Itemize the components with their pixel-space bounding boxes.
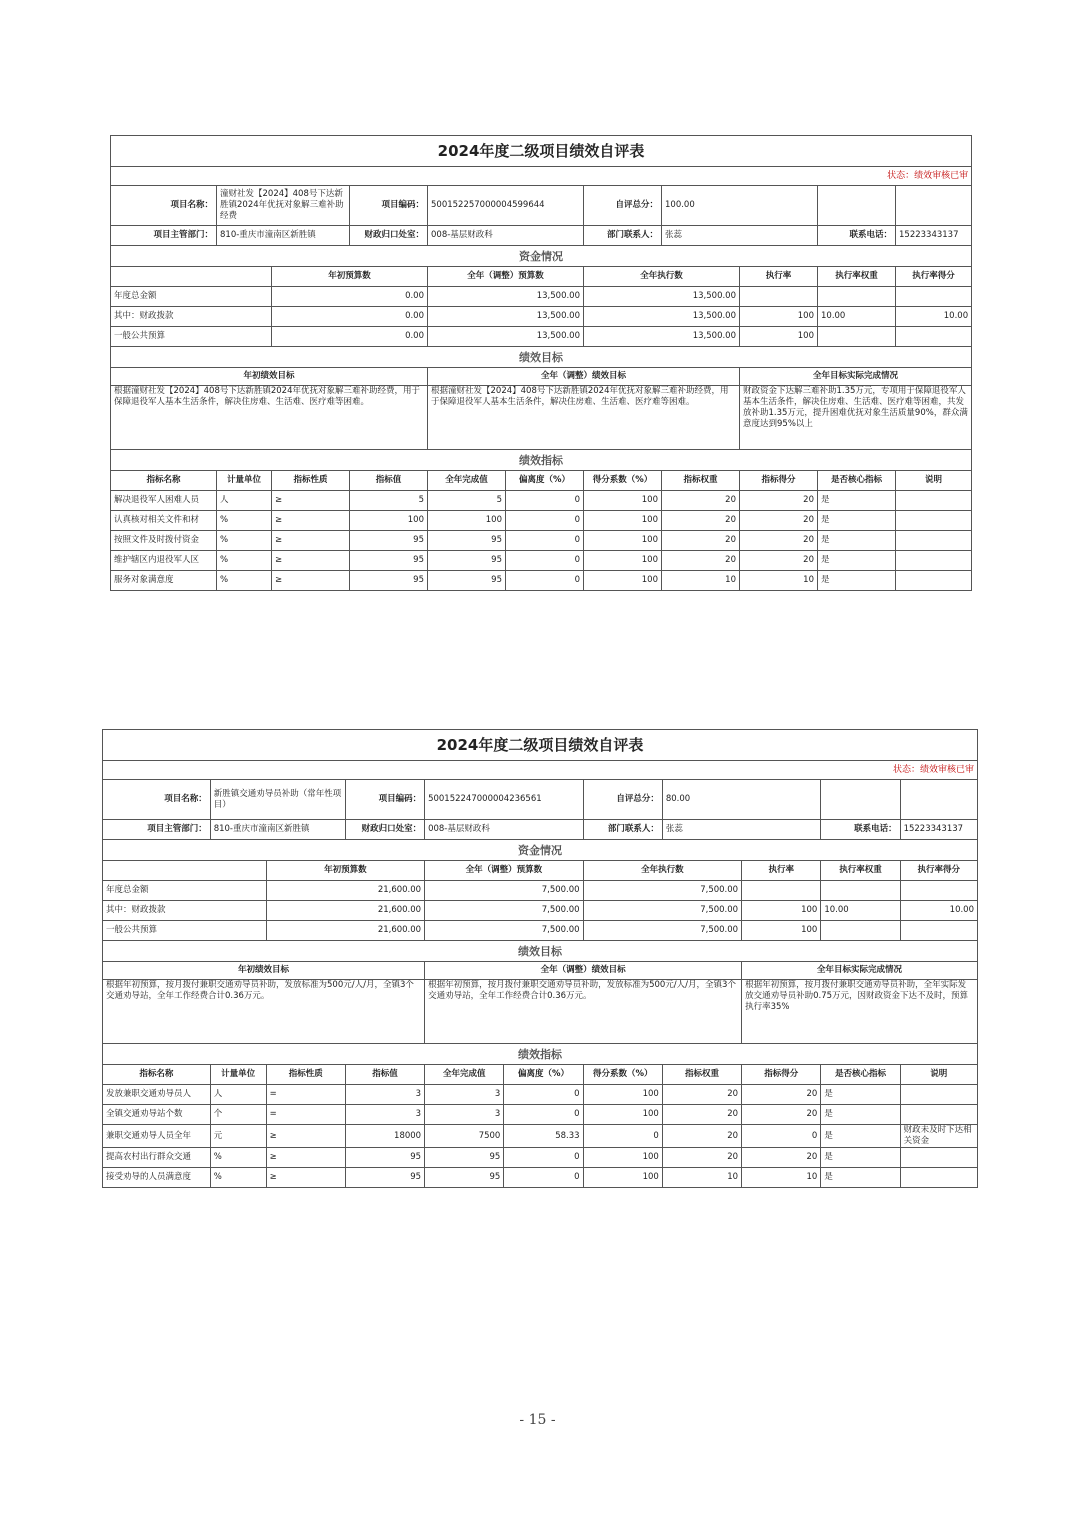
indicator-note [900,1105,977,1125]
indicator-coefficient: 100 [584,571,662,591]
indicator-unit: % [217,531,272,551]
indicator-target: 95 [350,551,428,571]
indicator-target: 95 [345,1168,424,1188]
performance-form [102,729,978,1188]
indicator-actual: 95 [425,1148,504,1168]
funds-rate: 100 [742,921,821,941]
indicator-score: 0 [742,1125,821,1148]
indicator-header: 指标得分 [740,471,818,491]
indicator-deviation: 0 [506,571,584,591]
goal-header: 年初绩效目标 [103,962,425,980]
indicator-weight: 10 [662,571,740,591]
indicator-weight: 20 [662,531,740,551]
indicator-actual: 3 [425,1105,504,1125]
funds-row-name: 其中：财政拨款 [103,901,267,921]
goal-header: 全年目标实际完成情况 [740,368,972,386]
indicator-core: 是 [821,1125,900,1148]
funds-score [900,881,977,901]
goal-adjusted: 根据潼财社发【2024】408号下达新胜镇2024年优抚对象解三难补助经费，用于保障退役军人基本生活条件，解决住房难、生活难、医疗难等困难。 [428,386,740,450]
goal-initial: 根据年初预算，按月拨付兼职交通劝导员补助，发放标准为500元/人/月，全镇3个交通劝导站，全年工作经费合计0.36万元。 [103,980,425,1044]
indicator-deviation: 0 [506,491,584,511]
indicator-name: 兼职交通劝导人员全年 [103,1125,211,1148]
indicator-coefficient: 100 [583,1148,662,1168]
funds-executed: 13,500.00 [584,307,740,327]
funds-row-name: 其中：财政拨款 [111,307,272,327]
indicator-row [103,1168,978,1188]
indicator-header: 偏离度（%） [504,1065,583,1085]
funds-adjusted: 13,500.00 [428,327,584,347]
score-label: 自评总分： [583,780,662,820]
funds-row [103,901,978,921]
indicator-row [103,1105,978,1125]
indicator-score: 10 [742,1168,821,1188]
indicator-target: 3 [345,1085,424,1105]
funds-executed: 13,500.00 [584,287,740,307]
indicator-name: 服务对象满意度 [111,571,217,591]
indicator-note [900,1168,977,1188]
indicator-weight: 20 [662,1125,741,1148]
indicator-score: 20 [742,1085,821,1105]
form-title: 2024年度二级项目绩效自评表 [111,136,972,167]
funds-initial: 0.00 [272,287,428,307]
indicator-name: 认真核对相关文件和材 [111,511,217,531]
indicator-header: 指标名称 [111,471,217,491]
project-name-label: 项目名称： [111,186,217,226]
indicator-header: 指标值 [345,1065,424,1085]
indicator-coefficient: 100 [584,551,662,571]
indicator-nature: ≥ [266,1168,345,1188]
dept-label: 项目主管部门： [103,820,211,840]
funds-initial: 21,600.00 [266,901,425,921]
project-code-label: 项目编码： [350,186,428,226]
indicator-target: 3 [345,1105,424,1125]
project-name-value: 潼财社发【2024】408号下达新胜镇2024年优抚对象解三难补助经费 [217,186,350,226]
funds-adjusted: 13,500.00 [428,307,584,327]
indicator-score: 20 [740,491,818,511]
indicator-row [111,531,972,551]
indicator-header: 指标权重 [662,1065,741,1085]
funds-score [896,287,972,307]
indicator-target: 95 [350,571,428,591]
indicator-header: 指标性质 [266,1065,345,1085]
funds-initial: 21,600.00 [266,921,425,941]
indicator-core: 是 [818,491,896,511]
funds-row [111,327,972,347]
page-number: - 15 - [519,1412,556,1428]
funds-initial: 21,600.00 [266,881,425,901]
funds-adjusted: 7,500.00 [425,901,584,921]
finance-office-label: 财政归口处室： [350,226,428,246]
funds-adjusted: 13,500.00 [428,287,584,307]
indicator-actual: 95 [428,531,506,551]
funds-header: 全年（调整）预算数 [428,267,584,287]
indicator-name: 发放兼职交通劝导员人 [103,1085,211,1105]
funds-weight: 10.00 [821,901,900,921]
goal-actual: 根据年初预算，按月拨付兼职交通劝导员补助，全年实际发放交通劝导员补助0.75万元，因财政资金下达不及时，预算执行率35% [742,980,978,1044]
funds-row [103,921,978,941]
funds-rate [740,287,818,307]
funds-row-name: 一般公共预算 [103,921,267,941]
project-code-value: 500152247000004236561 [425,780,584,820]
funds-header: 全年（调整）预算数 [425,861,584,881]
indicator-coefficient: 100 [584,491,662,511]
indicator-header: 是否核心指标 [821,1065,900,1085]
indicator-header: 指标名称 [103,1065,211,1085]
indicator-weight: 20 [662,551,740,571]
indicator-header: 得分系数（%） [583,1065,662,1085]
form-sheet-1 [110,135,972,591]
funds-row [111,307,972,327]
section-indicators: 绩效指标 [111,450,972,471]
indicator-header: 指标得分 [742,1065,821,1085]
indicator-name: 全镇交通劝导站个数 [103,1105,211,1125]
indicator-target: 5 [350,491,428,511]
indicator-nature: = [266,1105,345,1125]
indicator-actual: 95 [428,551,506,571]
indicator-name: 按照文件及时拨付资金 [111,531,217,551]
indicator-row [103,1085,978,1105]
indicator-weight: 20 [662,511,740,531]
score-label: 自评总分： [584,186,662,226]
indicator-row [111,491,972,511]
indicator-unit: % [210,1168,266,1188]
project-code-label: 项目编码： [345,780,424,820]
indicator-header: 是否核心指标 [818,471,896,491]
phone-label: 联系电话： [818,226,896,246]
indicator-coefficient: 100 [583,1105,662,1125]
indicator-actual: 3 [425,1085,504,1105]
indicator-name: 接受劝导的人员满意度 [103,1168,211,1188]
indicator-nature: ≥ [272,511,350,531]
indicator-weight: 20 [662,1085,741,1105]
funds-header: 执行率得分 [900,861,977,881]
indicator-note [896,511,972,531]
score-value: 80.00 [662,780,821,820]
indicator-unit: % [217,551,272,571]
finance-office-label: 财政归口处室： [345,820,424,840]
indicator-header: 偏离度（%） [506,471,584,491]
funds-header: 年初预算数 [266,861,425,881]
indicator-nature: ≥ [272,551,350,571]
funds-weight [818,327,896,347]
funds-weight [821,881,900,901]
funds-weight: 10.00 [818,307,896,327]
project-name-value: 新胜镇交通劝导员补助（常年性项目） [210,780,345,820]
indicator-deviation: 0 [506,551,584,571]
indicator-core: 是 [821,1148,900,1168]
funds-initial: 0.00 [272,327,428,347]
dept-label: 项目主管部门： [111,226,217,246]
goal-initial: 根据潼财社发【2024】408号下达新胜镇2024年优抚对象解三难补助经费，用于保障退役军人基本生活条件，解决住房难、生活难、医疗难等困难。 [111,386,428,450]
funds-header: 执行率 [740,267,818,287]
funds-executed: 7,500.00 [583,921,742,941]
indicator-nature: ≥ [272,571,350,591]
funds-score [900,921,977,941]
indicator-row [111,571,972,591]
section-indicators: 绩效指标 [103,1044,978,1065]
goal-header: 全年目标实际完成情况 [742,962,978,980]
funds-row [111,287,972,307]
section-goals: 绩效目标 [103,941,978,962]
score-value: 100.00 [662,186,818,226]
finance-office-value: 008-基层财政科 [428,226,584,246]
indicator-nature: ≥ [272,491,350,511]
indicator-core: 是 [821,1168,900,1188]
indicator-coefficient: 0 [583,1125,662,1148]
indicator-name: 解决退役军人困难人员 [111,491,217,511]
indicator-row [111,511,972,531]
indicator-weight: 20 [662,1148,741,1168]
indicator-header: 说明 [900,1065,977,1085]
indicator-core: 是 [821,1085,900,1105]
funds-header: 执行率得分 [896,267,972,287]
funds-adjusted: 7,500.00 [425,921,584,941]
indicator-unit: 人 [217,491,272,511]
funds-rate [742,881,821,901]
goal-header: 年初绩效目标 [111,368,428,386]
project-code-value: 500152257000004599644 [428,186,584,226]
funds-row-name: 一般公共预算 [111,327,272,347]
dept-value: 810-重庆市潼南区新胜镇 [210,820,345,840]
funds-header: 全年执行数 [584,267,740,287]
indicator-deviation: 0 [504,1168,583,1188]
indicator-header: 说明 [896,471,972,491]
indicator-score: 20 [742,1148,821,1168]
funds-executed: 7,500.00 [583,901,742,921]
indicator-core: 是 [821,1105,900,1125]
indicator-row [103,1148,978,1168]
funds-header: 执行率 [742,861,821,881]
indicator-actual: 7500 [425,1125,504,1148]
indicator-coefficient: 100 [583,1085,662,1105]
indicator-coefficient: 100 [583,1168,662,1188]
funds-header: 年初预算数 [272,267,428,287]
phone-label: 联系电话： [821,820,900,840]
indicator-deviation: 0 [504,1085,583,1105]
indicator-unit: 人 [210,1085,266,1105]
funds-rate: 100 [742,901,821,921]
section-funds: 资金情况 [103,840,978,861]
indicator-core: 是 [818,511,896,531]
funds-score: 10.00 [896,307,972,327]
indicator-score: 10 [740,571,818,591]
indicator-header: 指标值 [350,471,428,491]
funds-rate: 100 [740,307,818,327]
funds-header: 执行率权重 [821,861,900,881]
indicator-weight: 20 [662,1105,741,1125]
dept-value: 810-重庆市潼南区新胜镇 [217,226,350,246]
section-goals: 绩效目标 [111,347,972,368]
indicator-nature: = [266,1085,345,1105]
indicator-score: 20 [740,531,818,551]
indicator-header: 指标权重 [662,471,740,491]
indicator-deviation: 0 [504,1148,583,1168]
indicator-actual: 95 [428,571,506,591]
phone-value: 15223343137 [896,226,972,246]
funds-weight [818,287,896,307]
indicator-actual: 5 [428,491,506,511]
indicator-unit: 个 [210,1105,266,1125]
indicator-core: 是 [818,531,896,551]
funds-adjusted: 7,500.00 [425,881,584,901]
indicator-weight: 20 [662,491,740,511]
contact-label: 部门联系人： [584,226,662,246]
goal-header: 全年（调整）绩效目标 [428,368,740,386]
indicator-score: 20 [740,551,818,571]
indicator-header: 得分系数（%） [584,471,662,491]
indicator-deviation: 58.33 [504,1125,583,1148]
indicator-header: 指标性质 [272,471,350,491]
funds-row-name: 年度总金额 [103,881,267,901]
indicator-row [103,1125,978,1148]
indicator-actual: 100 [428,511,506,531]
performance-form [110,135,972,591]
indicator-note [896,551,972,571]
funds-header: 执行率权重 [818,267,896,287]
section-funds: 资金情况 [111,246,972,267]
form-title: 2024年度二级项目绩效自评表 [103,730,978,761]
funds-row [103,881,978,901]
indicator-note: 财政未及时下达相关资金 [900,1125,977,1148]
status-text: 状态：绩效审核已审 [103,761,978,780]
indicator-coefficient: 100 [584,511,662,531]
funds-executed: 13,500.00 [584,327,740,347]
indicator-coefficient: 100 [584,531,662,551]
goal-adjusted: 根据年初预算，按月拨付兼职交通劝导员补助，发放标准为500元/人/月，全镇3个交通劝导站，全年工作经费合计0.36万元。 [425,980,742,1044]
indicator-name: 提高农村出行群众交通 [103,1148,211,1168]
indicator-unit: 元 [210,1125,266,1148]
funds-score: 10.00 [900,901,977,921]
indicator-score: 20 [742,1105,821,1125]
indicator-core: 是 [818,551,896,571]
indicator-score: 20 [740,511,818,531]
goal-actual: 财政资金下达解三难补助1.35万元，专项用于保障退役军人基本生活条件，解决住房难、生活难、医疗难等困难，共发放补助1.35万元，提升困难优抚对象生活质量90%，群众满意度达到95%以上 [740,386,972,450]
indicator-header: 全年完成值 [428,471,506,491]
indicator-note [896,491,972,511]
indicator-deviation: 0 [504,1105,583,1125]
form-sheet-2 [102,729,978,1188]
funds-weight [821,921,900,941]
status-text: 状态：绩效审核已审 [111,167,972,186]
finance-office-value: 008-基层财政科 [425,820,584,840]
funds-score [896,327,972,347]
indicator-deviation: 0 [506,531,584,551]
indicator-actual: 95 [425,1168,504,1188]
contact-value: 张蕊 [662,820,821,840]
indicator-header: 计量单位 [210,1065,266,1085]
funds-executed: 7,500.00 [583,881,742,901]
indicator-note [896,571,972,591]
funds-initial: 0.00 [272,307,428,327]
contact-value: 张蕊 [662,226,818,246]
indicator-unit: % [210,1148,266,1168]
indicator-target: 18000 [345,1125,424,1148]
contact-label: 部门联系人： [583,820,662,840]
indicator-target: 100 [350,511,428,531]
indicator-nature: ≥ [272,531,350,551]
indicator-note [896,531,972,551]
indicator-nature: ≥ [266,1148,345,1168]
indicator-unit: % [217,511,272,531]
indicator-unit: % [217,571,272,591]
funds-header: 全年执行数 [583,861,742,881]
indicator-note [900,1085,977,1105]
funds-rate: 100 [740,327,818,347]
indicator-header: 计量单位 [217,471,272,491]
indicator-target: 95 [350,531,428,551]
indicator-deviation: 0 [506,511,584,531]
indicator-header: 全年完成值 [425,1065,504,1085]
indicator-note [900,1148,977,1168]
indicator-name: 维护辖区内退役军人区 [111,551,217,571]
phone-value: 15223343137 [900,820,977,840]
indicator-weight: 10 [662,1168,741,1188]
indicator-target: 95 [345,1148,424,1168]
indicator-nature: ≥ [266,1125,345,1148]
project-name-label: 项目名称： [103,780,211,820]
funds-row-name: 年度总金额 [111,287,272,307]
indicator-core: 是 [818,571,896,591]
goal-header: 全年（调整）绩效目标 [425,962,742,980]
indicator-row [111,551,972,571]
